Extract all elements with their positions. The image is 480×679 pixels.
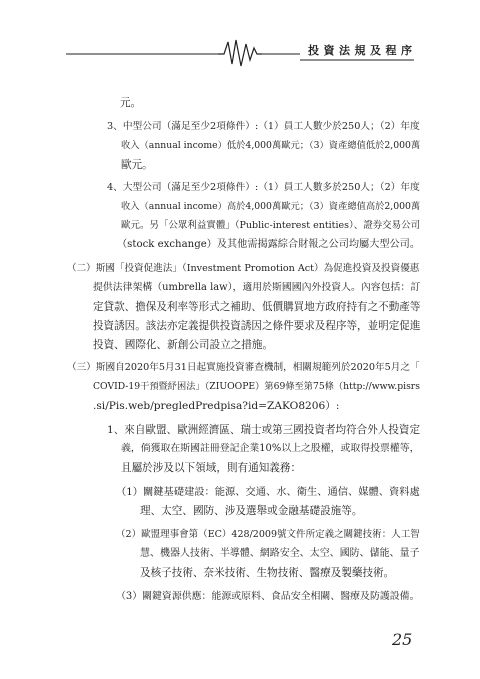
- text-line: （1）關鍵基礎建設：能源、交通、水、衛生、通信、媒體、資料處: [116, 486, 420, 498]
- page-number: 25: [392, 630, 413, 649]
- text-line: 義，倘獲取在斯國註冊登記企業10%以上之股權，或取得投票權等，: [121, 443, 420, 454]
- text-line: 及核子技術、奈米技術、生物技術、醫療及製藥技術。: [140, 567, 395, 579]
- text-line: 歐元。: [121, 159, 153, 171]
- text-line: COVID-19干預暨紓困法」（ZIUOOPE）第69條至第75條（http://www.pisrs: [93, 381, 420, 392]
- text-line: （三）斯國自2020年5月31日起實施投資審查機制，相關規範列於2020年5月之「: [67, 362, 420, 373]
- text-line: 歐元。另「公眾利益實體」（Public-interest entities）、證券交易公司: [121, 220, 421, 231]
- text-line: 提供法律架構（umbrella law），適用於斯國國內外投資人。內容包括：訂: [93, 282, 421, 293]
- text-line: .si/Pis.web/pregledPredpisa?id=ZAKO8206）:: [93, 400, 340, 412]
- text-line: 慧、機器人技術、半導體、網路安全、太空、國防、儲能、量子: [140, 548, 420, 559]
- text-line: 投資誘因。該法亦定義提供投資誘因之條件要求及程序等，並明定促進: [93, 320, 421, 332]
- text-line: （二）斯國「投資促進法」（Investment Promotion Act）為促進投資及投資優惠: [67, 263, 420, 274]
- text-line: （3）關鍵資源供應：能源或原料、食品安全相關、醫療及防護設備。: [116, 591, 420, 602]
- text-line: 3、中型公司（滿足至少2項條件）:（1）員工人數少於250人；（2）年度: [107, 121, 420, 132]
- text-line: 且屬於涉及以下領域，則有通知義務：: [121, 462, 302, 474]
- text-line: 4、大型公司（滿足至少2項條件）:（1）員工人數多於250人；（2）年度: [107, 182, 420, 193]
- text-line: 收入（annual income）高於4,000萬歐元；（3）資產總值高於2,000萬: [121, 201, 421, 212]
- header-title: 投資法規及程序: [308, 44, 417, 57]
- text-line: 元。: [120, 97, 142, 109]
- running-header: [0, 30, 480, 70]
- text-line: 定貸款、擔保及利率等形式之補助、低價購買地方政府持有之不動產等: [93, 301, 421, 313]
- text-line: 1、來自歐盟、歐洲經濟區、瑞士或第三國投資者均符合外人投資定: [107, 424, 421, 436]
- text-line: （stock exchange）及其他需揭露綜合財報之公司均屬大型公司。: [117, 239, 420, 250]
- text-line: 理、太空、國防、涉及選舉或金融基礎設施等。: [140, 505, 363, 517]
- text-line: 收入（annual income）低於4,000萬歐元；（3）資產總值低於2,000萬: [121, 140, 421, 151]
- text-line: （2）歐盟理事會第（EC）428/2009號文件所定義之關鍵技術：人工智: [116, 529, 420, 540]
- text-line: 投資、國際化、新創公司設立之措施。: [93, 339, 274, 351]
